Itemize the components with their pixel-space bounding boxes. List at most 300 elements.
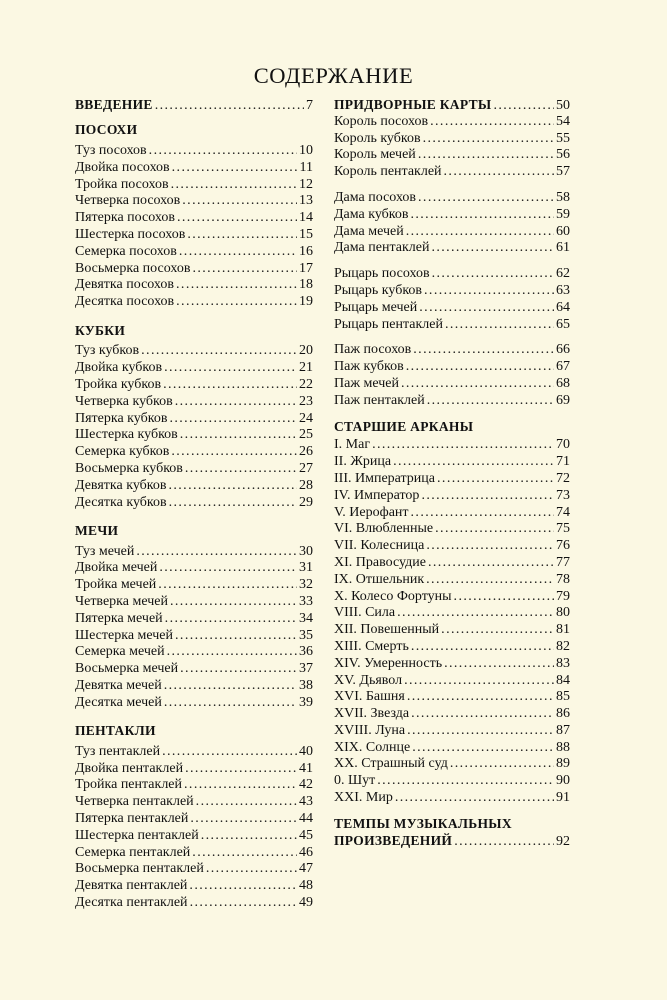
leader-dots (454, 834, 554, 851)
section-heading: КУБКИ (75, 322, 126, 338)
leader-dots (192, 261, 297, 278)
toc-entry[interactable] (334, 224, 570, 241)
entry-page: 89 (556, 756, 570, 772)
toc-entry[interactable] (75, 644, 313, 661)
toc-entry[interactable] (75, 878, 313, 895)
entry-page: 81 (556, 622, 570, 638)
entry-label: XX. Страшный суд (334, 756, 448, 772)
leader-dots (441, 622, 554, 639)
entry-label: Пятерка кубков (75, 410, 168, 426)
entry-page: 90 (556, 773, 570, 789)
toc-entry[interactable] (75, 193, 313, 210)
entry-page: 58 (556, 189, 570, 205)
toc-entry[interactable] (334, 756, 570, 773)
toc-entry[interactable] (75, 343, 313, 360)
entry-label: VI. Влюбленные (334, 521, 434, 537)
entry-label: Туз пентаклей (75, 743, 161, 759)
toc-entry[interactable] (334, 605, 570, 622)
entry-page: 88 (556, 739, 570, 755)
entry-page: 59 (556, 206, 570, 222)
toc-entry[interactable] (334, 283, 570, 300)
entry-label: XIX. Солнце (334, 739, 411, 755)
entry-label: Девятка пентаклей (75, 878, 188, 894)
entry-page: 23 (299, 393, 313, 409)
entry-page: 83 (556, 655, 570, 671)
toc-entry[interactable] (75, 611, 313, 628)
entry-label: Десятка пентаклей (75, 895, 188, 911)
leader-dots (454, 589, 554, 606)
entry-label: Девятка посохов (75, 277, 175, 293)
toc-entry[interactable] (334, 673, 570, 690)
leader-dots (164, 360, 297, 377)
toc-entry[interactable] (75, 210, 313, 227)
leader-dots (167, 644, 297, 661)
toc-entry[interactable] (75, 828, 313, 845)
toc-entry[interactable] (75, 461, 313, 478)
leader-dots (411, 505, 554, 522)
toc-entry[interactable] (75, 895, 313, 912)
entry-label: Девятка мечей (75, 678, 162, 693)
entry-page: 44 (299, 811, 313, 827)
entry-label: Пятерка пентаклей (75, 811, 189, 827)
toc-entry[interactable] (75, 594, 313, 611)
entry-label: XV. Дьявол (334, 672, 403, 688)
entry-page: 26 (299, 444, 313, 460)
toc-entry[interactable] (75, 777, 313, 794)
leader-dots (428, 555, 554, 572)
toc-entry[interactable] (334, 359, 570, 376)
entry-label: XVII. Звезда (334, 706, 410, 722)
entry-label: X. Колесо Фортуны (334, 588, 452, 604)
toc-entry[interactable] (75, 560, 313, 577)
entry-label: Шестерка мечей (75, 627, 174, 643)
toc-entry-tempo[interactable] (334, 833, 570, 850)
entry-label: Четверка пентаклей (75, 794, 194, 810)
toc-entry[interactable] (334, 317, 570, 334)
entry-label: Семерка кубков (75, 444, 170, 460)
entry-label: Король кубков (334, 130, 421, 146)
leader-dots (372, 437, 554, 454)
entry-page: 34 (299, 610, 313, 626)
entry-page: 65 (556, 316, 570, 332)
entry-page: 60 (556, 223, 570, 239)
entry-page: 25 (299, 427, 313, 443)
toc-entry[interactable] (75, 478, 313, 495)
entry-label: Дама пентаклей (334, 240, 430, 256)
entry-page: 84 (556, 672, 570, 688)
section-heading: МЕЧИ (75, 522, 119, 538)
entry-page: 50 (556, 98, 570, 113)
toc-entry[interactable] (334, 521, 570, 538)
leader-dots (180, 427, 297, 444)
toc-entry[interactable] (75, 227, 313, 244)
entry-page: 7 (306, 98, 313, 113)
toc-entry[interactable] (75, 861, 313, 878)
toc-entry[interactable] (334, 300, 570, 317)
toc-entry[interactable] (334, 706, 570, 723)
entry-page: 45 (299, 827, 313, 843)
entry-page: 32 (299, 577, 313, 593)
leader-dots (176, 294, 297, 311)
toc-entry[interactable] (75, 744, 313, 761)
leader-dots (397, 605, 554, 622)
entry-label: Дама кубков (334, 206, 409, 222)
toc-entry[interactable] (75, 377, 313, 394)
toc-left-column (75, 97, 313, 915)
entry-page: 24 (299, 410, 313, 426)
entry-label: ПРИДВОРНЫЕ КАРТЫ (334, 97, 492, 112)
entry-label: Четверка мечей (75, 594, 168, 610)
leader-dots (184, 777, 297, 794)
leader-dots (190, 895, 297, 912)
leader-dots (163, 377, 297, 394)
entry-label: Тройка посохов (75, 176, 169, 192)
leader-dots (187, 227, 297, 244)
toc-entry[interactable] (334, 656, 570, 673)
leader-dots (444, 656, 554, 673)
entry-page: 41 (299, 760, 313, 776)
toc-entry[interactable] (334, 723, 570, 740)
leader-dots (395, 790, 554, 807)
entry-page: 86 (556, 706, 570, 722)
leader-dots (189, 878, 297, 895)
toc-entry[interactable] (334, 689, 570, 706)
entry-page: 91 (556, 790, 570, 806)
entry-label: Шестерка посохов (75, 227, 186, 243)
toc-entry[interactable] (334, 572, 570, 589)
entry-page: 61 (556, 240, 570, 256)
toc-entry[interactable] (75, 811, 313, 828)
entry-label: Десятка кубков (75, 494, 167, 510)
leader-dots (377, 773, 554, 790)
leader-dots (444, 164, 554, 181)
leader-dots (169, 411, 297, 428)
leader-dots (413, 342, 554, 359)
leader-dots (196, 794, 297, 811)
toc-entry[interactable] (334, 376, 570, 393)
toc-entry[interactable] (334, 131, 570, 148)
leader-dots (164, 695, 297, 712)
toc-entry[interactable] (334, 589, 570, 606)
leader-dots (176, 277, 297, 294)
entry-page: 67 (556, 359, 570, 375)
entry-label: ВВЕДЕНИЕ (75, 97, 153, 112)
leader-dots (136, 544, 297, 561)
entry-label: Король мечей (334, 147, 416, 163)
entry-label: Тройка пентаклей (75, 777, 183, 793)
toc-sections (75, 114, 313, 915)
entry-page: 15 (299, 227, 313, 243)
toc-entry[interactable] (334, 207, 570, 224)
leader-dots (206, 861, 297, 878)
toc-entry[interactable] (334, 266, 570, 283)
entry-page: 79 (556, 588, 570, 604)
leader-dots (201, 828, 297, 845)
entry-page: 77 (556, 554, 570, 570)
toc-entry[interactable] (75, 628, 313, 645)
toc-entry-court-cards[interactable] (334, 97, 570, 114)
toc-entry[interactable] (334, 164, 570, 181)
leader-dots (418, 147, 554, 164)
toc-entry[interactable] (334, 639, 570, 656)
leader-dots (171, 177, 297, 194)
leader-dots (435, 521, 554, 538)
toc-entry[interactable] (75, 360, 313, 377)
leader-dots (426, 572, 554, 589)
toc-right-column (334, 97, 570, 849)
entry-page: 22 (299, 376, 313, 392)
entry-label: Рыцарь посохов (334, 266, 430, 282)
section-heading: СТАРШИЕ АРКАНЫ (334, 418, 474, 434)
section-heading: ПЕНТАКЛИ (75, 723, 156, 739)
entry-label: Двойка посохов (75, 159, 170, 175)
toc-entry[interactable] (75, 160, 313, 177)
toc-entry[interactable] (334, 740, 570, 757)
leader-dots (411, 639, 554, 656)
entry-page: 55 (556, 130, 570, 146)
entry-label: Туз посохов (75, 143, 147, 159)
entry-label: Тройка мечей (75, 577, 157, 593)
entry-label: XVIII. Луна (334, 722, 406, 738)
toc-entry[interactable] (75, 695, 313, 712)
entry-label: Король посохов (334, 113, 429, 129)
toc-entry[interactable] (75, 495, 313, 512)
leader-dots (171, 444, 297, 461)
page-title: СОДЕРЖАНИЕ (253, 63, 414, 88)
entry-page: 48 (299, 878, 313, 894)
leader-dots (407, 689, 554, 706)
leader-dots (175, 628, 297, 645)
toc-entry[interactable] (334, 622, 570, 639)
entry-page: 80 (556, 605, 570, 621)
entry-label: Восьмерка пентаклей (75, 861, 204, 877)
toc-entry[interactable] (334, 505, 570, 522)
entry-label: Восьмерка посохов (75, 260, 191, 276)
toc-entry[interactable] (75, 394, 313, 411)
entry-label: XXI. Мир (334, 790, 393, 806)
entry-page: 14 (299, 210, 313, 226)
entry-page: 87 (556, 722, 570, 738)
toc-entry[interactable] (75, 761, 313, 778)
leader-dots (401, 376, 554, 393)
entry-label: Семерка пентаклей (75, 844, 191, 860)
entry-label: Двойка мечей (75, 560, 158, 576)
toc-entry[interactable] (334, 437, 570, 454)
entry-page: 92 (556, 833, 570, 849)
leader-dots (411, 706, 554, 723)
leader-dots (419, 300, 554, 317)
leader-dots (431, 240, 554, 257)
leader-dots (185, 461, 297, 478)
entry-label: Тройка кубков (75, 376, 162, 392)
entry-page: 75 (556, 521, 570, 537)
leader-dots (185, 761, 297, 778)
leader-dots (426, 538, 554, 555)
toc-entry[interactable] (334, 393, 570, 410)
entry-label: 0. Шут (334, 773, 376, 789)
entry-page: 40 (299, 743, 313, 759)
entry-page: 39 (299, 694, 313, 710)
toc-entry[interactable] (75, 577, 313, 594)
leader-dots (192, 845, 297, 862)
toc-entry[interactable] (334, 190, 570, 207)
entry-page: 70 (556, 437, 570, 453)
major-arcana-section (334, 410, 570, 807)
entry-label: Паж пентаклей (334, 392, 425, 408)
toc-entry[interactable] (334, 555, 570, 572)
entry-page: 17 (299, 260, 313, 276)
toc-entry[interactable] (334, 454, 570, 471)
section-heading: ПОСОХИ (75, 122, 138, 138)
toc-entry[interactable] (75, 544, 313, 561)
leader-dots (182, 193, 297, 210)
entry-label: Восьмерка мечей (75, 661, 179, 677)
entry-page: 73 (556, 487, 570, 503)
entry-page: 54 (556, 113, 570, 129)
leader-dots (427, 393, 554, 410)
entry-page: 64 (556, 299, 570, 315)
toc-entry[interactable] (334, 114, 570, 131)
toc-entry[interactable] (75, 794, 313, 811)
entry-label: Пятерка посохов (75, 210, 175, 226)
entry-label: XI. Правосудие (334, 554, 426, 570)
toc-entry[interactable] (75, 277, 313, 294)
leader-dots (162, 744, 297, 761)
leader-dots (168, 478, 297, 495)
entry-label: Десятка посохов (75, 294, 175, 310)
entry-label: IV. Император (334, 487, 420, 503)
toc-entry[interactable] (75, 261, 313, 278)
entry-label: Дама мечей (334, 223, 404, 239)
entry-page: 31 (299, 560, 313, 576)
entry-label: VIII. Сила (334, 605, 396, 621)
entry-label: Шестерка пентаклей (75, 827, 199, 843)
entry-page: 66 (556, 342, 570, 358)
entry-label: Паж кубков (334, 359, 404, 375)
entry-label: Девятка кубков (75, 477, 167, 493)
entry-label: II. Жрица (334, 454, 392, 470)
entry-label: I. Маг (334, 437, 371, 453)
entry-page: 43 (299, 794, 313, 810)
toc-entry[interactable] (75, 244, 313, 261)
leader-dots (445, 317, 554, 334)
leader-dots (393, 454, 554, 471)
entry-label: Десятка мечей (75, 694, 162, 710)
entry-page: 20 (299, 343, 313, 359)
entry-page: 72 (556, 470, 570, 486)
entry-page: 18 (299, 277, 313, 293)
leader-dots (404, 673, 554, 690)
entry-label: VII. Колесница (334, 538, 425, 554)
entry-page: 63 (556, 282, 570, 298)
entry-page: 74 (556, 504, 570, 520)
toc-entry[interactable] (334, 773, 570, 790)
toc-entry[interactable] (334, 488, 570, 505)
leader-dots (169, 495, 297, 512)
leader-dots (406, 224, 554, 241)
toc-entry[interactable] (75, 427, 313, 444)
leader-dots (437, 471, 554, 488)
toc-entry[interactable] (334, 147, 570, 164)
entry-label: Туз мечей (75, 543, 135, 559)
toc-entry-intro[interactable] (75, 97, 313, 114)
entry-label: V. Иерофант (334, 504, 409, 520)
toc-entry[interactable] (75, 177, 313, 194)
toc-entry[interactable] (75, 294, 313, 311)
entry-label: Рыцарь мечей (334, 299, 418, 315)
leader-dots (149, 143, 297, 160)
leader-dots (190, 811, 297, 828)
toc-entry[interactable] (75, 411, 313, 428)
entry-label: ПРОИЗВЕДЕНИЙ (334, 832, 453, 848)
entry-page: 37 (299, 661, 313, 677)
leader-dots (493, 98, 554, 115)
entry-page: 21 (299, 360, 313, 376)
toc-entry[interactable] (334, 790, 570, 807)
leader-dots (175, 394, 297, 411)
entry-label: Шестерка кубков (75, 427, 178, 443)
entry-page: 27 (299, 460, 313, 476)
entry-page: 71 (556, 454, 570, 470)
entry-page: 62 (556, 266, 570, 282)
toc-entry[interactable] (75, 444, 313, 461)
toc-entry[interactable] (75, 143, 313, 160)
toc-entry[interactable] (334, 471, 570, 488)
leader-dots (406, 359, 554, 376)
entry-page: 19 (299, 294, 313, 310)
entry-page: 10 (299, 143, 313, 159)
leader-dots (410, 207, 554, 224)
entry-label: Пятерка мечей (75, 610, 163, 626)
entry-label: XIII. Смерть (334, 638, 409, 654)
entry-page: 85 (556, 689, 570, 705)
entry-label: Двойка кубков (75, 360, 163, 376)
leader-dots (424, 283, 554, 300)
leader-dots (165, 611, 297, 628)
entry-label: Туз кубков (75, 343, 140, 359)
leader-dots (421, 488, 554, 505)
entry-label: XIV. Умеренность (334, 655, 443, 671)
entry-label: XVI. Башня (334, 689, 405, 705)
entry-label: III. Императрица (334, 470, 436, 486)
entry-page: 57 (556, 164, 570, 180)
tempo-heading-line1: ТЕМПЫ МУЗЫКАЛЬНЫХ (334, 815, 512, 831)
leader-dots (450, 756, 554, 773)
entry-page: 69 (556, 392, 570, 408)
leader-dots (155, 98, 304, 115)
toc-entry[interactable] (334, 538, 570, 555)
entry-label: Восьмерка кубков (75, 460, 183, 476)
leader-dots (179, 244, 297, 261)
entry-label: Семерка мечей (75, 644, 165, 660)
leader-dots (172, 160, 298, 177)
toc-entry[interactable] (334, 342, 570, 359)
toc-entry[interactable] (75, 678, 313, 695)
entry-page: 36 (299, 644, 313, 660)
entry-page: 12 (299, 176, 313, 192)
toc-entry[interactable] (75, 845, 313, 862)
entry-page: 13 (299, 193, 313, 209)
entry-label: Четверка посохов (75, 193, 181, 209)
entry-page: 42 (299, 777, 313, 793)
entry-label: Рыцарь пентаклей (334, 316, 443, 332)
entry-page: 49 (299, 895, 313, 911)
toc-entry[interactable] (334, 240, 570, 257)
toc-entry[interactable] (75, 661, 313, 678)
leader-dots (432, 266, 554, 283)
entry-page: 76 (556, 538, 570, 554)
entry-label: Четверка кубков (75, 393, 173, 409)
